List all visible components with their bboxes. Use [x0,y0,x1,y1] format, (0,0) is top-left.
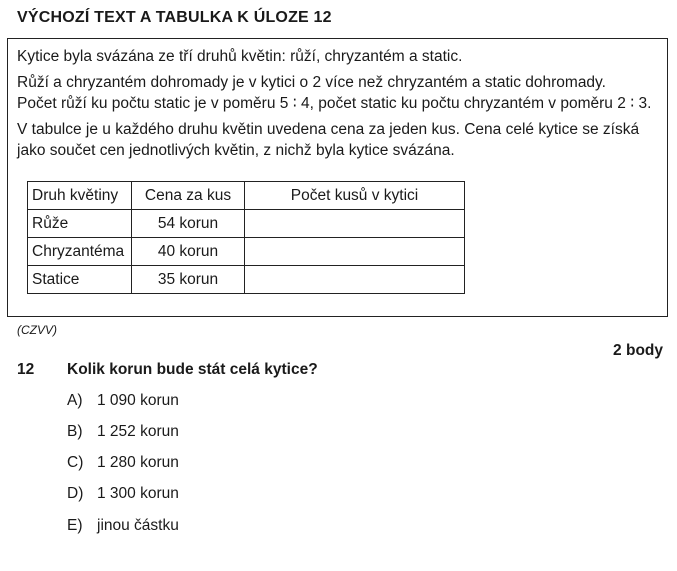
flower-price-table [27,181,465,294]
cell-flower-name: Statice [28,266,132,294]
option-text: 1 280 korun [97,454,179,471]
cell-count [245,210,465,238]
paragraph-3-line-1: V tabulce je u každého druhu květin uvedena cena za jeden kus. Cena celé kytice se získá [17,121,640,138]
paragraph-1: Kytice byla svázána ze tří druhů květin: růží, chryzantém a static. [17,48,463,65]
option-letter: B) [67,423,83,440]
source-note: (CZVV) [17,323,57,337]
header-flower-type: Druh květiny [28,182,132,210]
cell-price: 35 korun [132,266,245,294]
cell-flower-name: Chryzantéma [28,238,132,266]
header-count-in-bouquet: Počet kusů v kytici [245,182,465,210]
answer-option-c[interactable] [67,454,179,472]
option-text: 1 090 korun [97,392,179,409]
option-text: jinou částku [97,517,179,534]
section-heading: VÝCHOZÍ TEXT A TABULKA K ÚLOZE 12 [17,9,332,26]
option-letter: A) [67,392,83,409]
cell-price: 40 korun [132,238,245,266]
option-letter: D) [67,485,84,502]
option-letter: C) [67,454,84,471]
source-text-box [7,38,668,317]
cell-price: 54 korun [132,210,245,238]
answer-option-d[interactable] [67,485,179,503]
header-price-per-piece: Cena za kus [132,182,245,210]
table-row [28,266,465,294]
cell-flower-name: Růže [28,210,132,238]
table-header-row [28,182,465,210]
cell-count [245,238,465,266]
answer-option-e[interactable] [67,517,179,535]
table-row [28,210,465,238]
cell-count [245,266,465,294]
question-number: 12 [17,361,35,378]
option-text: 1 300 korun [97,485,179,502]
paragraph-2-line-2: Počet růží ku počtu static je v poměru 5 ∶ 4, počet static ku počtu chryzantém v poměru 2 ∶ 3. [17,95,652,112]
points-label: 2 body [613,342,663,359]
option-text: 1 252 korun [97,423,179,440]
answer-option-a[interactable] [67,392,179,410]
table-row [28,238,465,266]
option-letter: E) [67,517,83,534]
paragraph-3-line-2: jako součet cen jednotlivých květin, z nichž byla kytice svázána. [17,142,455,159]
answer-option-b[interactable] [67,423,179,441]
question-text: Kolik korun bude stát celá kytice? [67,361,318,378]
paragraph-2-line-1: Růží a chryzantém dohromady je v kytici o 2 více než chryzantém a static dohromady. [17,74,606,91]
